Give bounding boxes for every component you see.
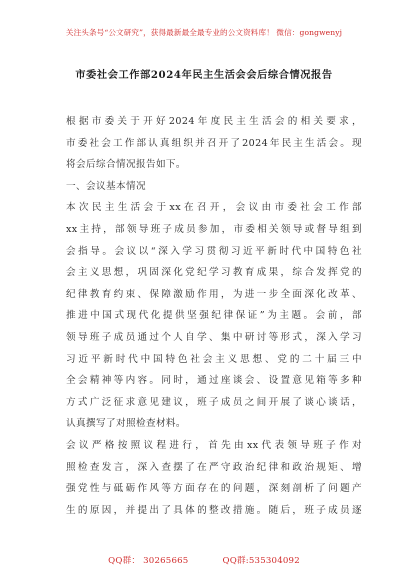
- text-line: 强党性与砥砺作风等方面存在的问题，深刻剖析了问题产: [66, 483, 362, 495]
- text-line: 会议严格按照议程进行，首先由xx代表领导班子作对: [66, 439, 362, 451]
- text-line: 习近平新时代中国特色社会主义思想、党的二十届三中: [66, 353, 362, 365]
- document-title: 市委社会工作部2024年民主生活会会后综合情况报告: [75, 69, 333, 81]
- text-line: 全会精神等内容。同时，通过座谈会、设置意见箱等多种: [66, 375, 362, 387]
- qq-group-1: QQ群： 30265665: [108, 556, 189, 566]
- text-line: 市委社会工作部认真组织并召开了2024年民主生活会。现: [66, 137, 362, 149]
- text-line: 方式广泛征求意见建议，班子成员之间开展了谈心谈话，: [66, 396, 362, 408]
- header-banner: 关注头条号“公文研究”，获得最新最全最专业的公文资料库！ 微信：gongwenyj: [65, 28, 343, 37]
- section-heading: 一、会议基本情况: [66, 180, 146, 192]
- paragraph-meeting-agenda: [66, 435, 362, 521]
- text-line: 纪律教育约束、保障激励作用，为进一步全面深化改革、: [66, 288, 362, 300]
- text-line: 照检查发言，深入查摆了在严守政治纪律和政治规矩、增: [66, 461, 362, 473]
- paragraph-intro: [66, 111, 362, 176]
- text-line: 本次民主生活会于xx在召开，会议由市委社会工作部: [66, 202, 362, 214]
- text-line: 生的原因，并提出了具体的整改措施。随后，班子成员逐: [66, 504, 362, 516]
- qq-group-2: QQ群:535304092: [222, 556, 300, 566]
- text-line: 将会后综合情况报告如下。: [66, 159, 186, 171]
- text-line: 会指导。会议以“深入学习贯彻习近平新时代中国特色社: [66, 245, 362, 257]
- paragraph-meeting-overview: [66, 197, 362, 435]
- section-heading-basic-info: [66, 176, 362, 198]
- text-line: 认真撰写了对照检查材料。: [66, 418, 186, 430]
- text-line: 根据市委关于开好2024年度民主生活会的相关要求，: [66, 116, 362, 127]
- document-body: [66, 111, 362, 521]
- text-line: 领导班子成员通过个人自学、集中研讨等形式，深入学习: [66, 331, 362, 343]
- text-line: 会主义思想，巩固深化党纪学习教育成果，综合发挥党的: [66, 267, 362, 279]
- footer-contact: [0, 554, 408, 566]
- text-line: 推进中国式现代化提供坚强纪律保证”为主题。会前，部: [66, 310, 362, 322]
- text-line: xx主持，部领导班子成员参加，市委相关领导或督导组到: [66, 223, 362, 235]
